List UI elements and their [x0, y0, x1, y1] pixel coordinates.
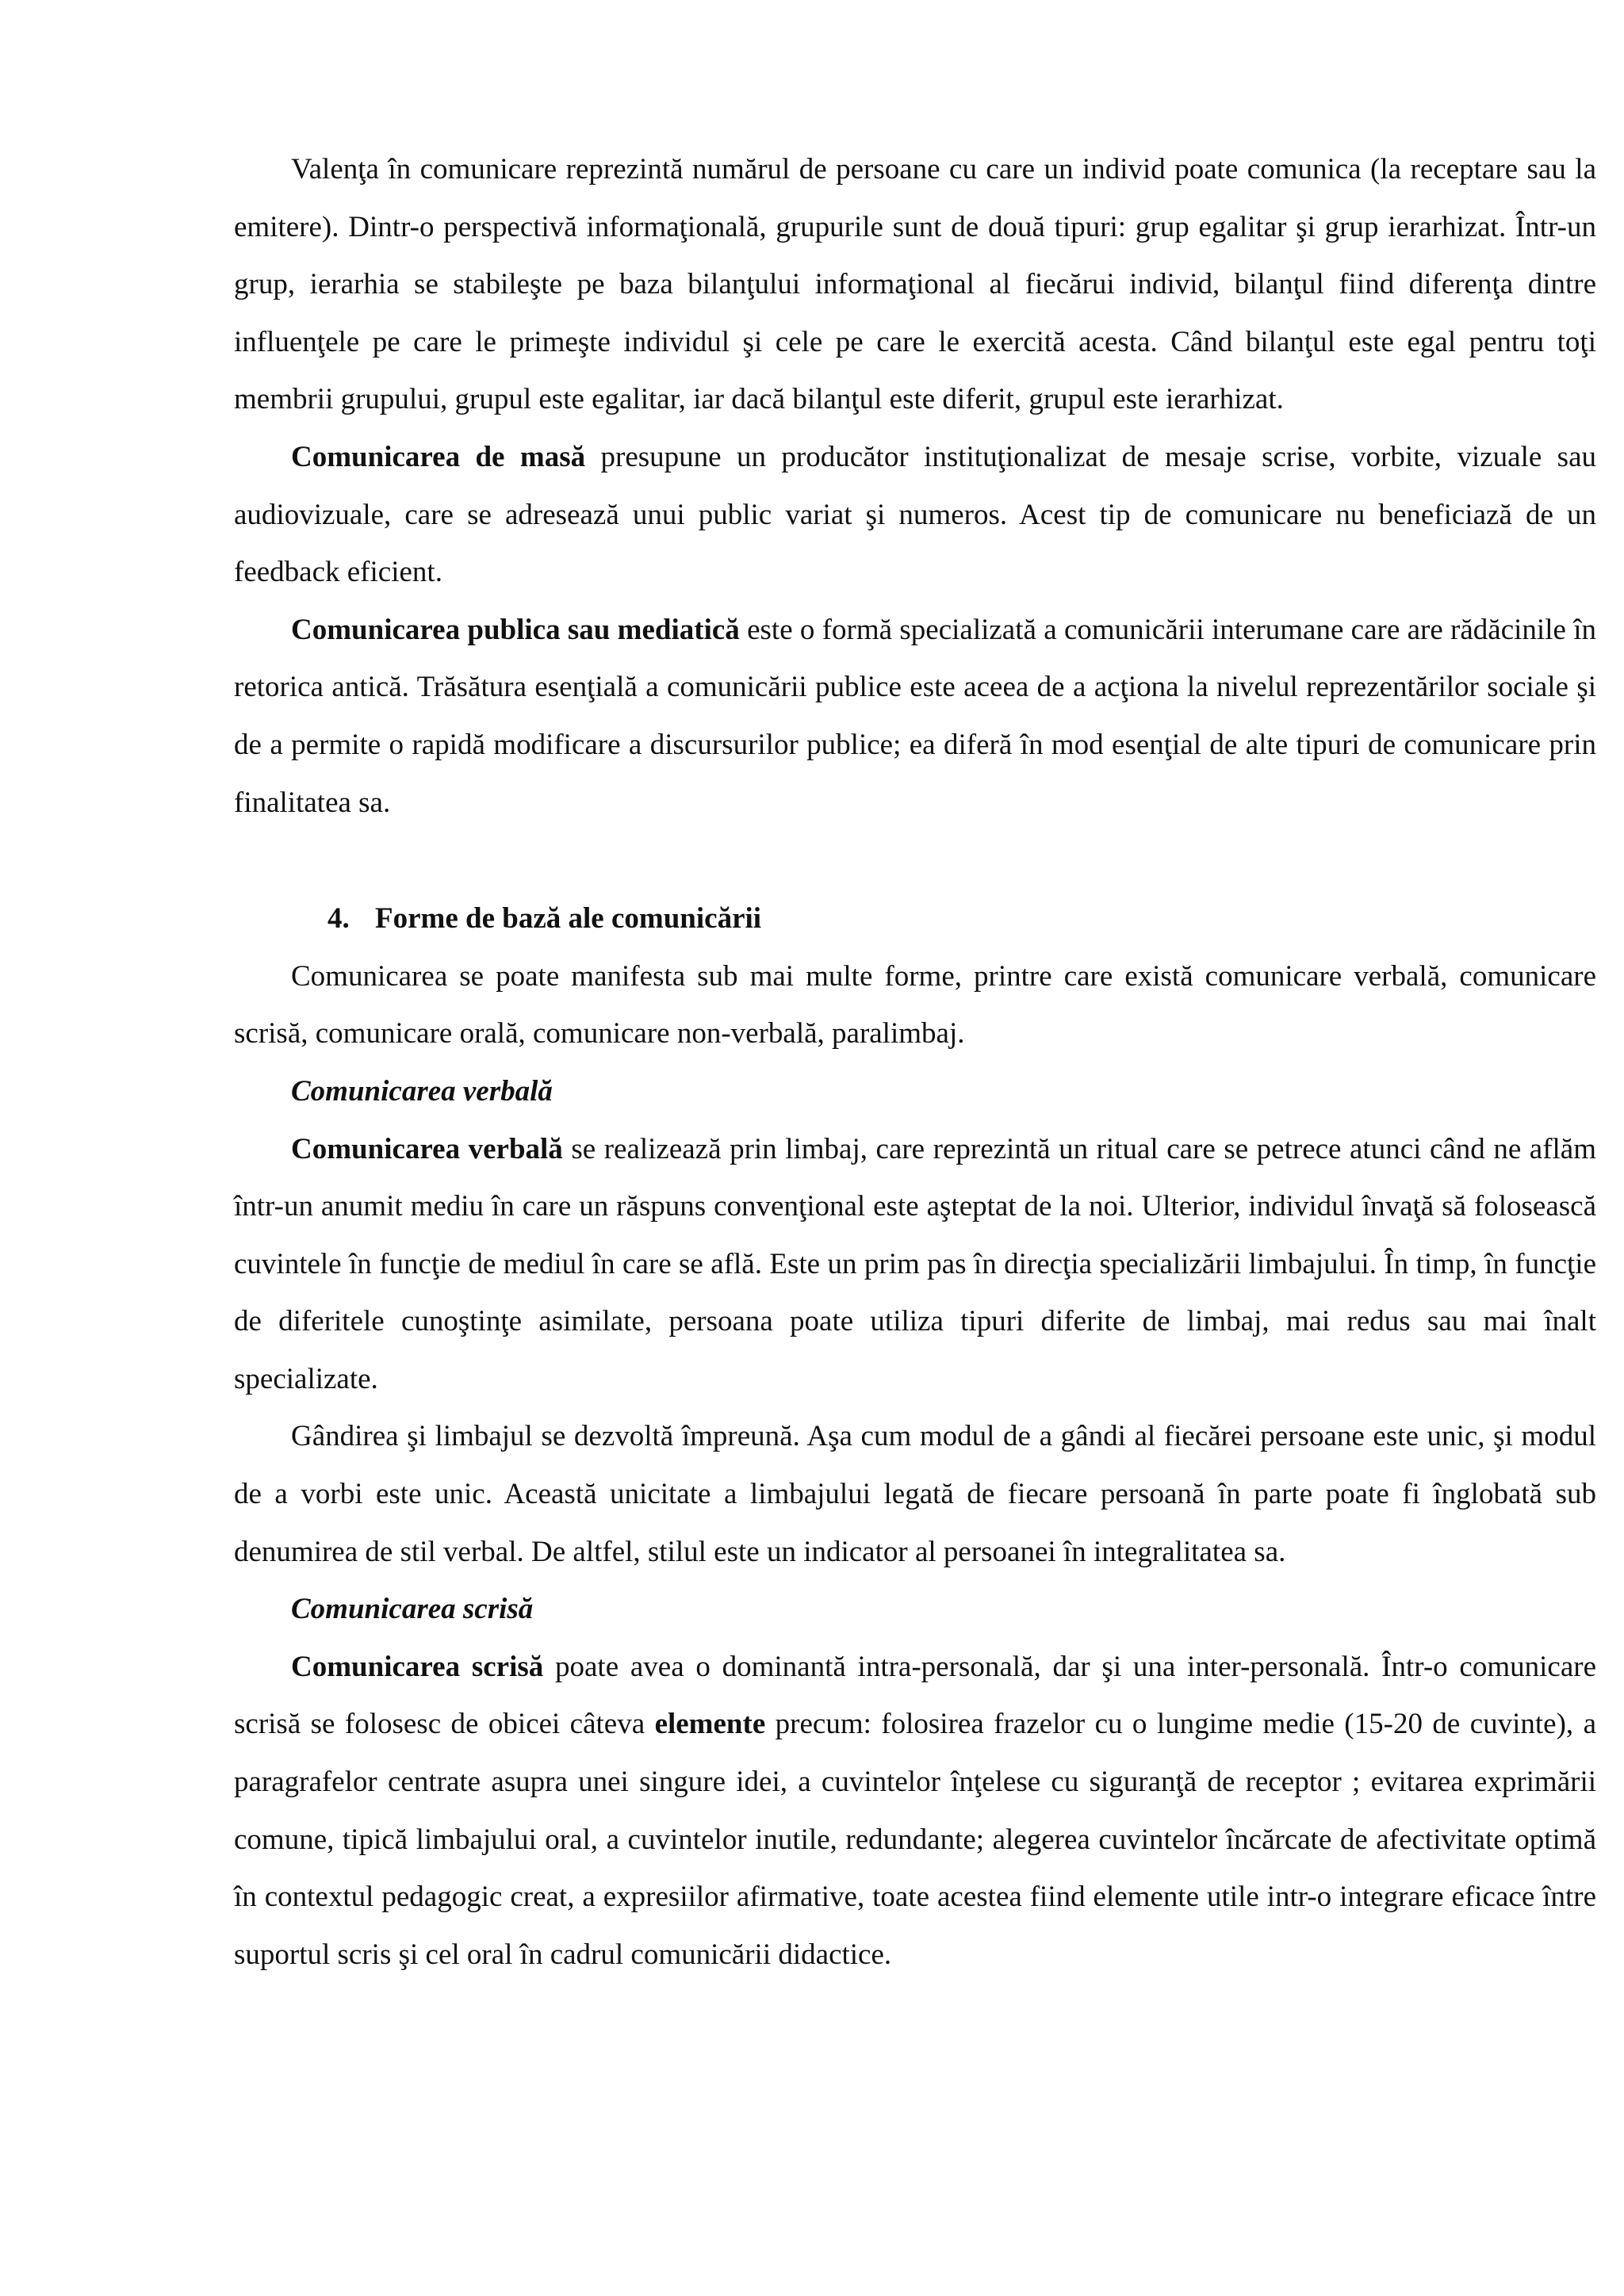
section-number: 4. — [327, 902, 350, 936]
term-comunicarea-verbala: Comunicarea verbală — [291, 1132, 563, 1165]
paragraph-text: presupune un producător instituţionalizat de mesaje scrise, vorbite, vizuale sau audiovizuale, care se adresează unui public variat şi numeros. Acest tip de comunicare nu beneficiază de un feedback eficient. — [234, 440, 1597, 589]
paragraph-text: este o formă specializată a comunicării interumane care are rădăcinile în retorica antică. Trăsătura esenţială a comunicării publice este aceea de a acţiona la nivelul reprezentărilor sociale şi de a permite o rapidă modificare a discursurilor publice; ea diferă în mod esenţial de alte tipuri de comunicare prin finalitatea sa. — [234, 613, 1596, 819]
paragraph-text: precum: folosirea frazelor cu o lungime medie (15-20 de cuvinte), a paragrafelor centrate asupra unei singure idei, a cuvintelor înţelese cu siguranţă de receptor ; evitarea exprimării comune, tipică limbajului oral, a cuvintelor inutile, redundante; alegerea cuvintelor încărcate de afectivitate optimă în contextul pedagogic creat, a expresiilor afirmative, toate acestea fiind elemente utile intr-o integrare eficace între suportul scris şi cel oral în cadrul comunicării didactice. — [234, 1708, 1596, 1971]
paragraph-comunicarea-verbala — [234, 1121, 1596, 1409]
subheading-verbala: Comunicarea verbală — [291, 1074, 553, 1108]
term-elemente: elemente — [654, 1708, 766, 1741]
paragraph-comunicarea-scrisa — [234, 1639, 1596, 1984]
section-heading — [234, 890, 1596, 948]
section-title: Forme de bază ale comunicării — [375, 902, 762, 936]
paragraph-forme: Comunicarea se poate manifesta sub mai multe forme, printre care există comunicare verbală, comunicare scrisă, comunicare orală, comunicare non-verbală, paralimbaj. — [234, 959, 1596, 1050]
paragraph-text: poate avea o dominantă intra-personală, dar şi una inter-personală. Într-o comunicare scrisă se folosesc de obicei câteva — [234, 1650, 1596, 1741]
paragraph-text: se realizează prin limbaj, care reprezintă un ritual care se petrece atunci când ne aflăm într-un anumit mediu în care un răspuns convenţional este aşteptat de la noi. Ulterior, individul învaţă să folosească cuvintele în funcţie de mediul în care se află. Este un prim pas în direcţia specializării limbajului. În timp, în funcţie de diferitele cunoştinţe asimilate, persoana poate utiliza tipuri diferite de limbaj, mai redus sau mai înalt specializate. — [234, 1132, 1596, 1395]
paragraph-comunicarea-publica — [234, 602, 1596, 832]
term-comunicarea-publica: Comunicarea publica sau mediatică — [291, 613, 740, 646]
paragraph-comunicarea-de-masa — [234, 429, 1596, 602]
term-comunicarea-scrisa: Comunicarea scrisă — [291, 1650, 544, 1683]
term-comunicarea-de-masa: Comunicarea de masă — [291, 440, 586, 473]
paragraph-gandirea: Gândirea şi limbajul se dezvoltă împreună. Aşa cum modul de a gândi al fiecărei persoane este unic, şi modul de a vorbi este unic. Această unicitate a limbajului legată de fiecare persoană în parte poate fi înglobată sub denumirea de stil verbal. De altfel, stilul este un indicator al persoanei în integralitatea sa. — [234, 1420, 1596, 1568]
subheading-scrisa: Comunicarea scrisă — [291, 1593, 534, 1626]
paragraph-valenta: Valenţa în comunicare reprezintă numărul de persoane cu care un individ poate comunica (la receptare sau la emitere). Dintr-o perspectivă informaţională, grupurile sunt de două tipuri: grup egalitar şi grup ierarhizat. Într-un grup, ierarhia se stabileşte pe baza bilanţului informaţional al fiecărui individ, bilanţul fiind diferenţa dintre influenţele pe care le primeşte individul şi cele pe care le exercită acesta. Când bilanţul este egal pentru toţi membrii grupului, grupul este egalitar, iar dacă bilanţul este diferit, grupul este ierarhizat. — [234, 153, 1596, 416]
document-page — [234, 141, 1596, 1984]
